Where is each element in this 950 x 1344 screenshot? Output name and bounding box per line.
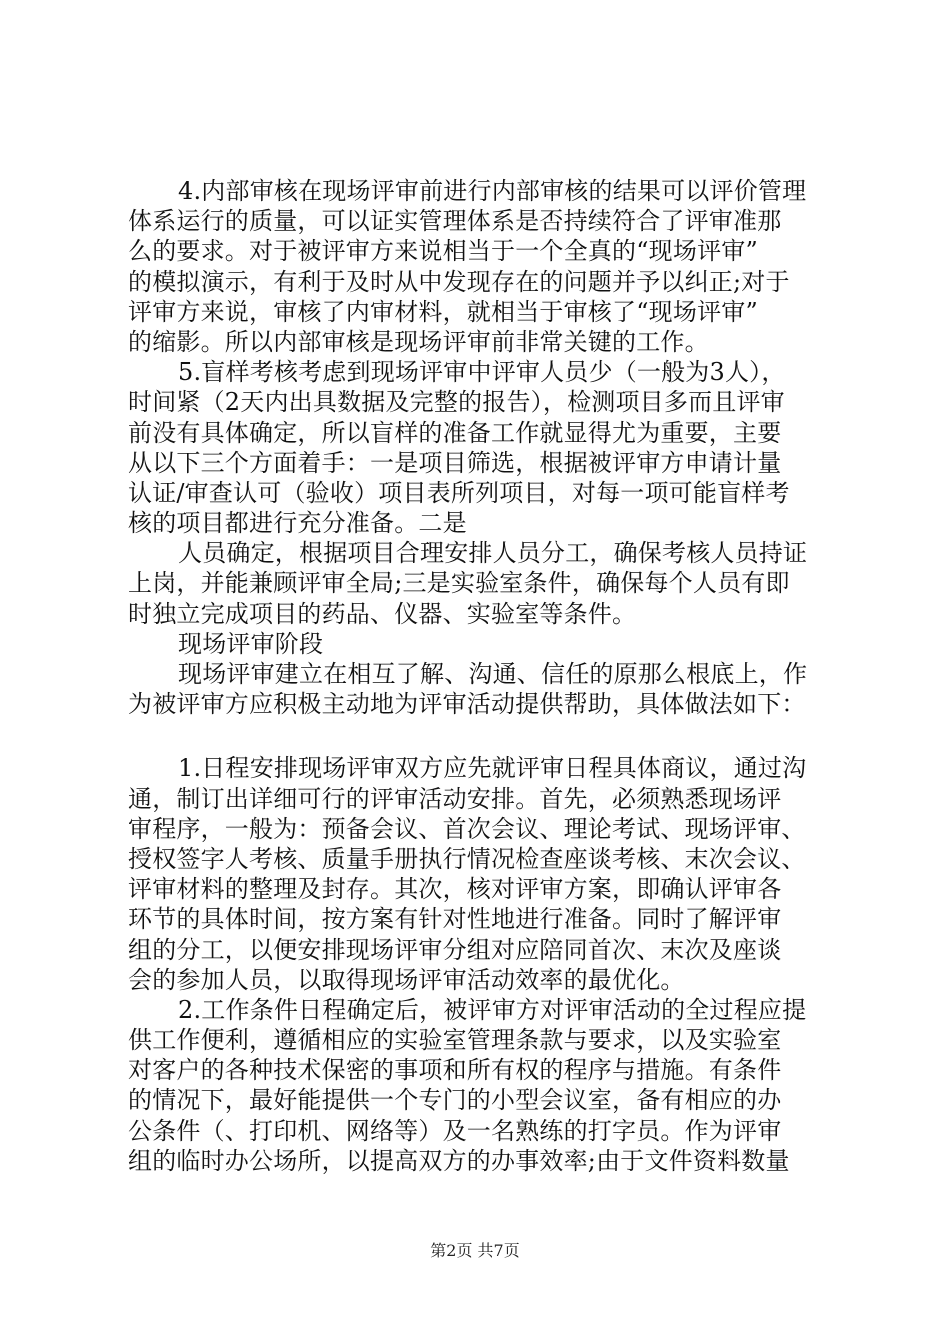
text-line: 的模拟演示，有利于及时从中发现存在的问题并予以纠正;对于 bbox=[128, 267, 790, 296]
text-line: 的情况下，最好能提供一个专门的小型会议室，备有相应的办 bbox=[128, 1086, 782, 1115]
text-line: 通，制订出详细可行的评审活动安排。首先，必须熟悉现场评 bbox=[128, 784, 782, 813]
text-line: 的缩影。所以内部审核是现场评审前非常关键的工作。 bbox=[128, 327, 709, 356]
text-line: 审程序，一般为：预备会议、首次会议、理论考试、现场评审、 bbox=[128, 814, 806, 843]
text-line: 5.盲样考核考虑到现场评审中评审人员少（一般为3人）， bbox=[178, 358, 786, 387]
paragraph-gap bbox=[128, 719, 832, 753]
text-line: 公条件（、打印机、网络等）及一名熟练的打字员。作为评审 bbox=[128, 1116, 782, 1145]
body-text bbox=[128, 176, 832, 1176]
text-line: 评审材料的整理及封存。其次，核对评审方案，即确认评审各 bbox=[128, 875, 782, 904]
page-number-footer: 第2页 共7页 bbox=[430, 1241, 520, 1260]
text-line: 组的临时办公场所，以提高双方的办事效率;由于文件资料数量 bbox=[128, 1146, 790, 1175]
text-line: 供工作便利，遵循相应的实验室管理条款与要求，以及实验室 bbox=[128, 1026, 782, 1055]
text-line: 么的要求。对于被评审方来说相当于一个全真的“现场评审” bbox=[128, 237, 758, 266]
section-heading: 现场评审阶段 bbox=[178, 629, 324, 658]
text-line: 时间紧（2天内出具数据及完整的报告），检测项目多而且评审 bbox=[128, 388, 785, 417]
text-line: 前没有具体确定，所以盲样的准备工作就显得尤为重要，主要 bbox=[128, 418, 782, 447]
text-line: 核的项目都进行充分准备。二是 bbox=[128, 509, 467, 538]
text-line: 时独立完成项目的药品、仪器、实验室等条件。 bbox=[128, 599, 637, 628]
text-line: 2.工作条件日程确定后，被评审方对评审活动的全过程应提 bbox=[178, 995, 807, 1024]
text-line: 上岗，并能兼顾评审全局;三是实验室条件，确保每个人员有即 bbox=[128, 569, 790, 598]
text-line: 体系运行的质量，可以证实管理体系是否持续符合了评审准那 bbox=[128, 207, 782, 236]
text-line: 1.日程安排现场评审双方应先就评审日程具体商议，通过沟 bbox=[178, 754, 807, 783]
text-line: 授权签字人考核、质量手册执行情况检查座谈考核、末次会议、 bbox=[128, 844, 806, 873]
text-line: 组的分工，以便安排现场评审分组对应陪同首次、末次及座谈 bbox=[128, 935, 782, 964]
text-line: 现场评审建立在相互了解、沟通、信任的原那么根底上，作 bbox=[178, 660, 808, 688]
text-line: 评审方来说，审核了内审材料，就相当于审核了“现场评审” bbox=[128, 297, 758, 326]
text-line: 认证/审查认可（验收）项目表所列项目，对每一项可能盲样考 bbox=[128, 478, 790, 507]
text-line: 从以下三个方面着手：一是项目筛选，根据被评审方申请计量 bbox=[128, 448, 782, 477]
text-line: 4.内部审核在现场评审前进行内部审核的结果可以评价管理 bbox=[178, 177, 807, 205]
text-line: 会的参加人员，以取得现场评审活动效率的最优化。 bbox=[128, 965, 685, 994]
text-line: 对客户的各种技术保密的事项和所有权的程序与措施。有条件 bbox=[128, 1056, 782, 1085]
text-line: 为被评审方应积极主动地为评审活动提供帮助，具体做法如下： bbox=[128, 690, 806, 719]
text-line: 环节的具体时间，按方案有针对性地进行准备。同时了解评审 bbox=[128, 905, 782, 934]
text-line: 人员确定，根据项目合理安排人员分工，确保考核人员持证 bbox=[178, 539, 808, 568]
